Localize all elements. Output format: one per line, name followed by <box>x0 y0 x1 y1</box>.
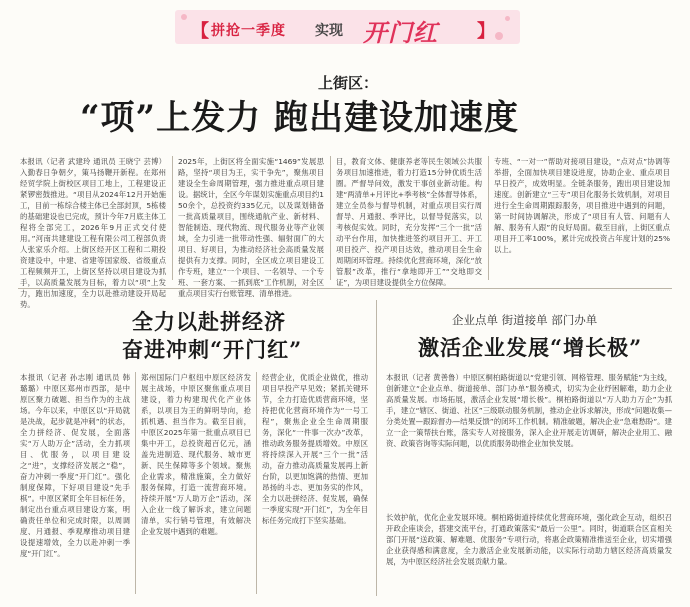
banner <box>175 10 520 47</box>
decoration-dot <box>495 32 503 40</box>
section-divider <box>18 288 672 289</box>
column-divider <box>135 372 136 594</box>
column-divider <box>256 372 257 594</box>
banner-text-1: 拼抢一季度 <box>211 23 286 39</box>
article2-column-1: 本报讯（记者 孙志刚 通讯员 韩璐璐）中原区郑州市西部，是中原区聚力破题、担当作为的主战场。今年以来，中原区以“开局就是决战，起步就是冲刺”的状态，全力拼经济、促发展，全面落实“万人助万企”活动，全力抓项目、优服务，以项目建设之“进”，支撑经济发展之“稳”，奋力冲刺一季度“开门红”。强化制度保障，下好项目建设“先手棋”。中原区紧盯全年目标任务，制定出台重点项目建设方案，明确责任单位和完成时限，以周调度、月通报、季观摩推动项目建设提速增效，全力以赴冲刺一季度“开门红”。 <box>20 373 130 558</box>
article2-title-line-2: 奋进冲刺“开门红” <box>122 337 303 362</box>
column-divider <box>488 156 489 280</box>
article1-column-3: 目，教育文体、健康养老等民生领域公共服务项目加速推进，着力打造15分钟优质生活圈。严督导问效，激发干事创业新动能。构建“两清单+月评比+季考核”全体督导体系，建立全员参与督导机制，对重点项目实行周督导、月通报、季评比，以督导促落实，以考核促实效。同时，充分发挥“三个一批”活动平台作用，加快推进签约项目开工、开工项目投产、投产项目达效，推动项目全生命周期闭环管理。持续优化营商环境，深化“放管服”改革，推行“拿地即开工”“交地即交证”，为项目建设提供全方位保障。 <box>336 157 482 287</box>
banner-text-2: 实现 <box>315 23 343 39</box>
section-divider <box>376 300 377 596</box>
banner-bracket-left: 【 <box>191 21 209 42</box>
article1-column-1: 本报讯（记者 武建玲 通讯员 王晓宁 芸博）入勤春日争朝夕，策马扬鞭开新程。在郑州经贸学院上街校区项目工地上，工程建设正紧锣密鼓推进。“项目从2024年12月开始施工，目前一栋综合楼主体已全部封顶，5栋楼的基础建设也已完成，预计今年7月底主体工程将全部完工，2026年9月正式交付使用。”河南共建建设工程有限公司工程部负责人张家乐介绍。上街区经开区工程和二期投资建设中，中建、省建等国家级、省级重点工程频频开工，上街区坚持以项目建设为抓手，以高质量发展为目标，着力以“项”上发力，跑出加速度，全力以赴推动建设开局起势。 <box>20 157 166 309</box>
article2-column-2: 郑州国际门户枢纽中原区经济发展主战场，中原区聚焦重点项目建设，着力构建现代化产业体系，以项目为王的鲜明导向，抢抓机遇、担当作为。截至目前，中原区2025年第一批重点项目已集中开工，总投资超百亿元，涵盖先进制造、现代服务、城市更新、民生保障等多个领域。聚焦企业需求，精准施策，全力做好服务保障，打造一流营商环境。持续开展“万人助万企”活动，深入企业一线了解诉求，建立问题清单，实行销号管理，有效解决企业发展中遇到的难题。 <box>141 373 251 536</box>
article1-column-2: 2025年，上街区将全面实施“1469”发展思路，坚持“项目为王，实干争先”，聚焦项目建设全生命周期管理，强力推进重点项目建设。据统计，全区今年谋划实施重点项目约150余个，总投资约335亿元，以及谋划储备一批高质量项目，围绕通航产业、新材料、智能制造、现代物流、现代服务业等产业领域，全力引进一批带动性强、辐射面广的大项目、好项目，为推动经济社会高质量发展提供有力支撑。同时，全区成立项目建设工作专班，建立“一个项目、一名领导、一个专班、一套方案、一抓到底”工作机制，对全区重点项目实行台账管理、清单推进。 <box>178 157 324 298</box>
article3-column-1: 本报讯（记者 黄善鲁）中原区桐柏路街道以“党建引领、网格管理、服务赋能”为主线，创新建立“企业点单、街道接单、部门办单”服务模式，切实为企业纾困解难，助力企业高质量发展。市场拓展，激活企业发展“增长极”。桐柏路街道以“万人助力万企”为抓手，建立“辖区、街道、社区”三级联动服务机制，推动企业诉求解决，形成“问题收集—分类处置—跟踪督办—结果反馈”的闭环工作机制。精准破题，解决企业“急难愁盼”。建立一企一策帮扶台账，落实专人对接服务，深入企业开展走访调研，解决企业用工、融资、政策咨询等实际问题，以优质服务助推企业加快发展。 <box>386 373 672 448</box>
article3-title: 激活企业发展“增长极” <box>418 335 643 360</box>
article1-kicker: 上街区： <box>318 74 379 92</box>
article3-kicker: 企业点单 街道接单 部门办单 <box>452 313 598 327</box>
article3-column-2: 长效护航，优化企业发展环境。桐柏路街道持续优化营商环境，强化政企互动，组织召开政企座谈会，搭建交流平台，打通政策落实“最后一公里”。同时，街道联合区直相关部门开展“送政策、解难题、优服务”专项行动，将惠企政策精准推送至企业，切实增强企业获得感和满意度，全力激活企业发展新动能，以实际行动助力辖区经济高质量发展，为中原区经济社会发展贡献力量。 <box>386 513 672 566</box>
article2-column-3: 经营企业，优质企业做优，推动项目早投产早见效；紧抓关键环节，全力打造优质营商环境，坚持把优化营商环境作为“一号工程”，聚焦企业全生命周期服务，深化“一件事一次办”改革，推动政务服务提质增效。中原区将持续深入开展“三个一批”活动，奋力推动高质量发展再上新台阶，以更加饱满的热情、更加昂扬的斗志、更加务实的作风，全力以赴拼经济、促发展，确保一季度实现“开门红”，为全年目标任务完成打下坚实基础。 <box>262 373 368 525</box>
decoration-dot <box>505 16 510 21</box>
column-divider <box>172 156 173 280</box>
article1-title: “项”上发力 跑出建设加速度 <box>80 98 519 138</box>
decoration-dot <box>181 14 187 20</box>
banner-bracket-right: 】 <box>477 21 495 42</box>
column-divider <box>330 156 331 280</box>
article1-column-4: 专班、“一对一”帮助对接项目建设，“点对点”协调等举措，全面加快项目建设进度，协助企业、重点项目早日投产，成效明显。全链条服务，跑出项目建设加速度。创新建立“三专”项目化服务长效机制，对项目进行全生命周期跟踪服务，项目推进中遇到的问题，第一时间协调解决，形成了“项目有人管、问题有人解、服务有人跟”的良好局面。截至目前，上街区重点项目开工率100%，累计完成投资占年度计划的25%以上。 <box>494 157 670 254</box>
banner-text-3: 开门红 <box>363 19 438 47</box>
article2-title-line-1: 全力以赴拼经济 <box>132 309 286 334</box>
